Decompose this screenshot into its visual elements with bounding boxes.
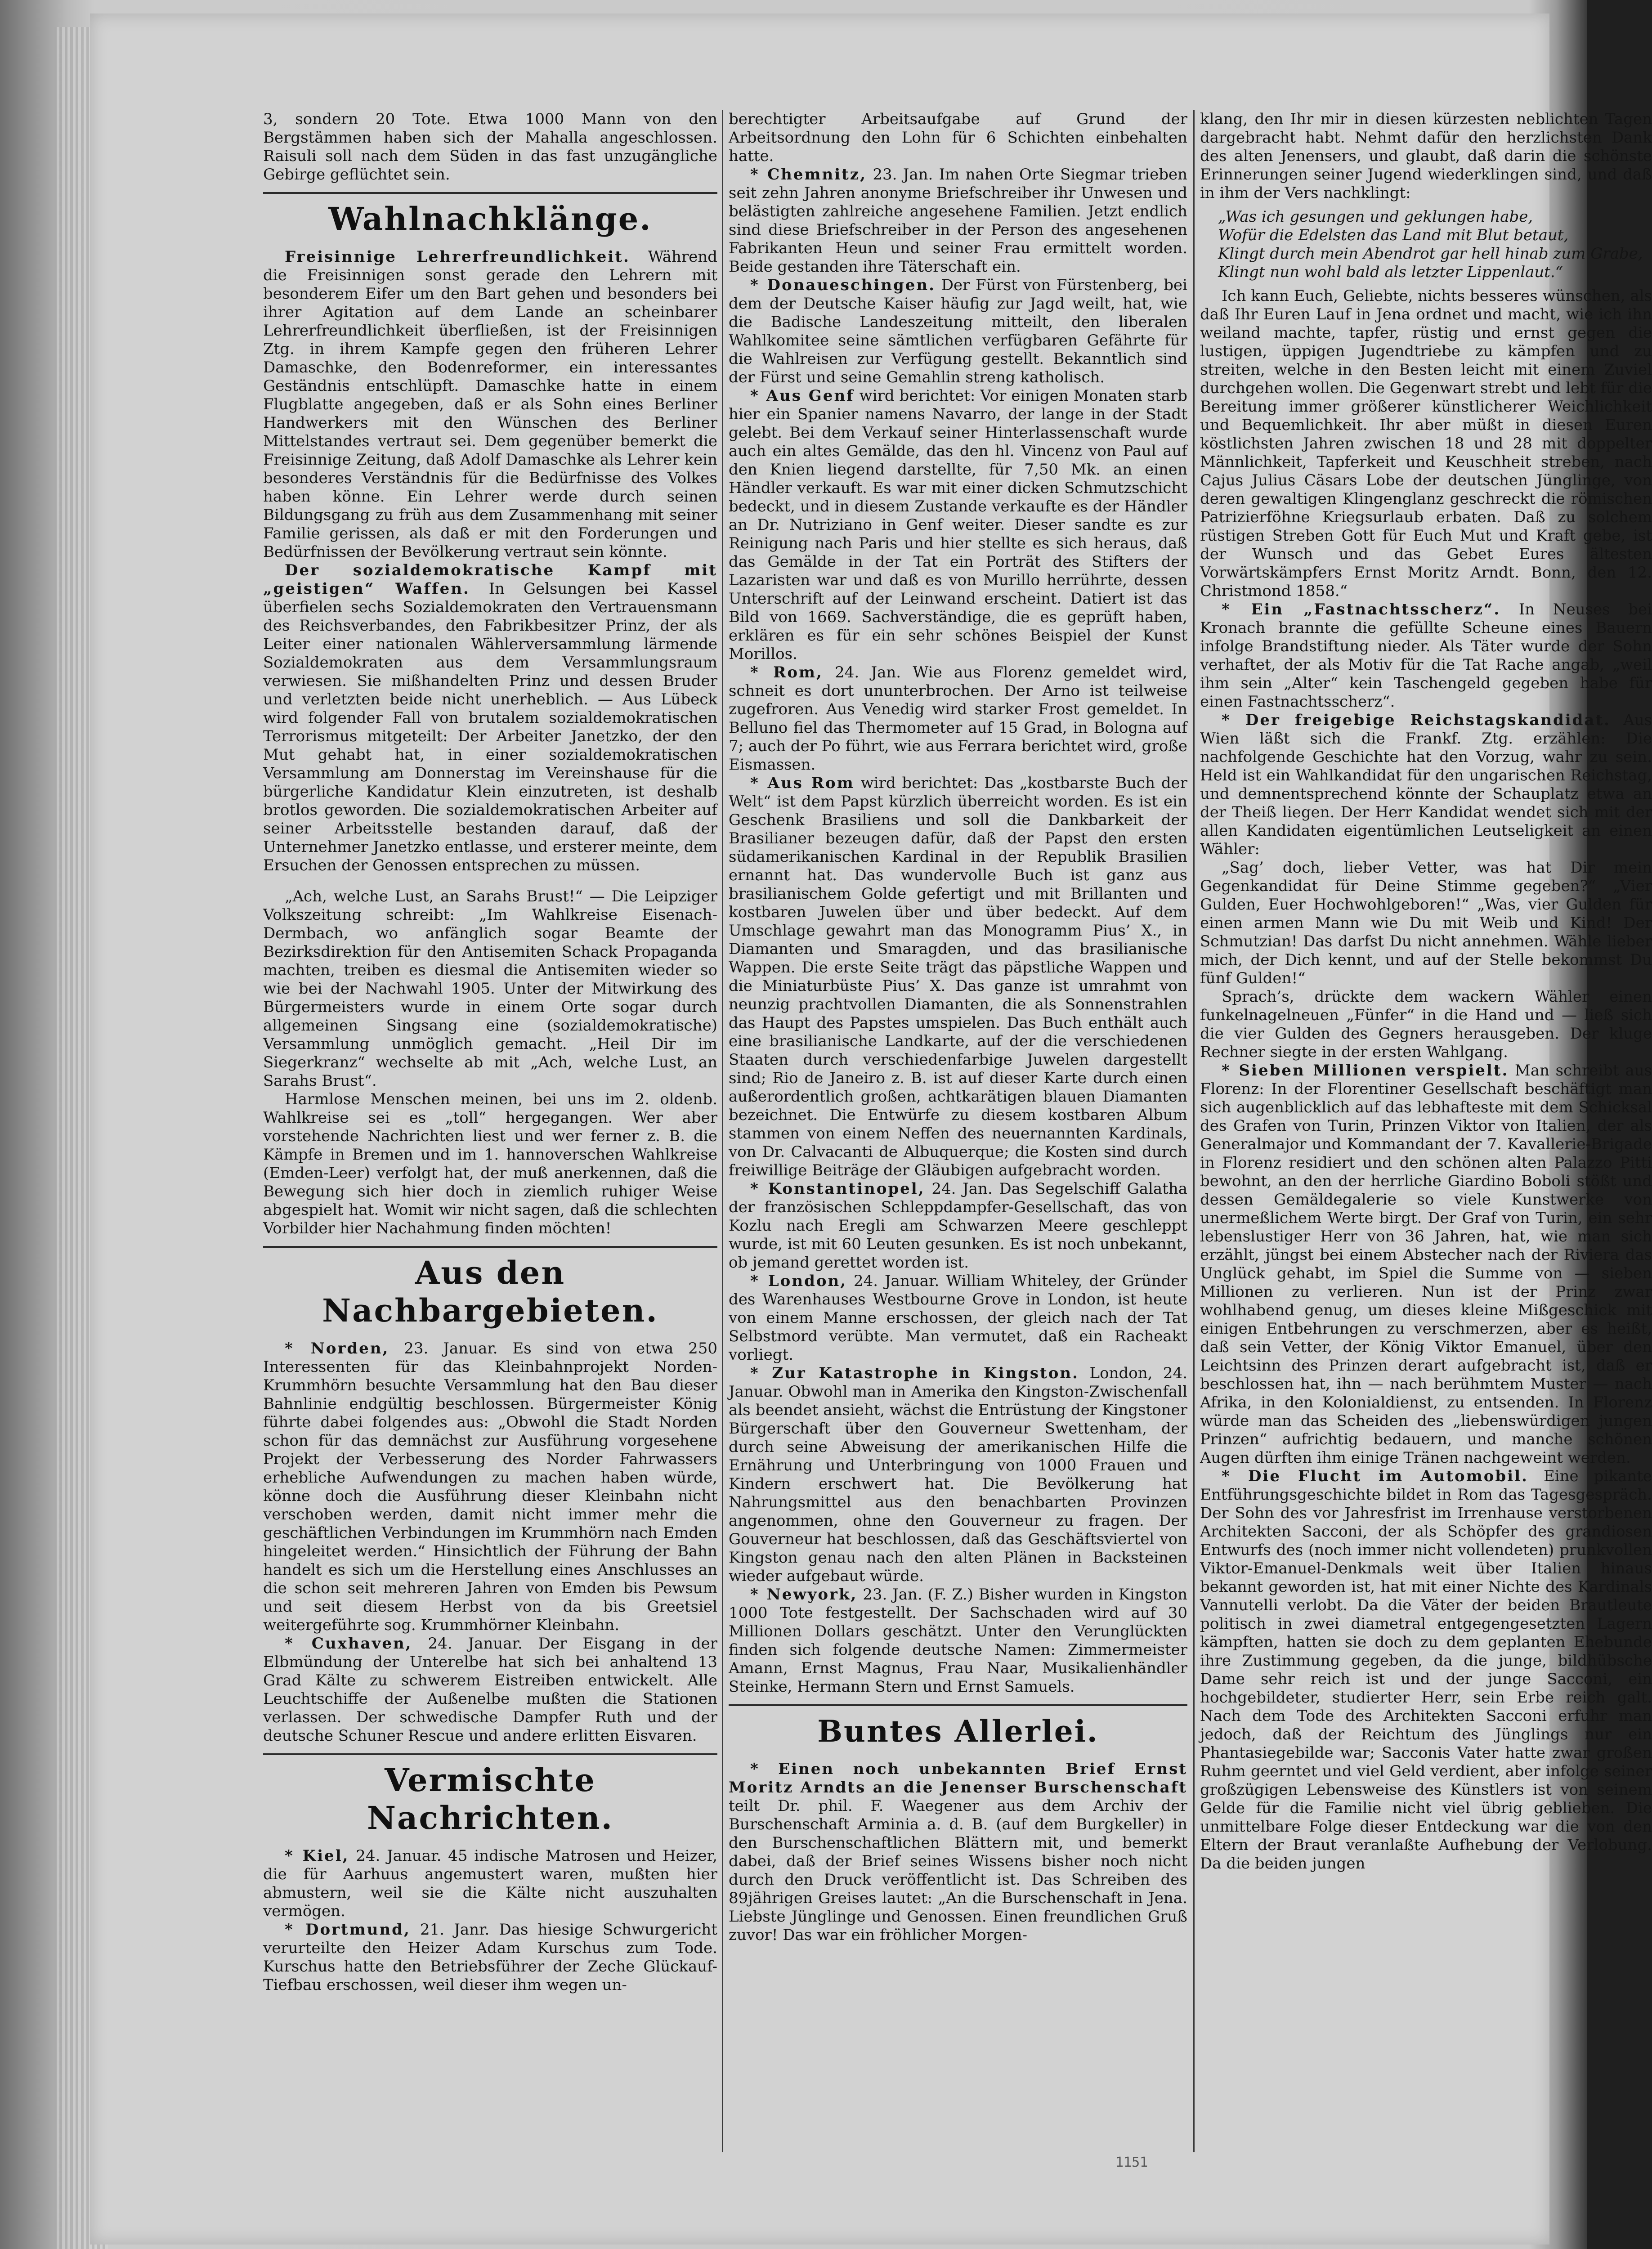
- article-body: Eine pikante Entführungsgeschichte bildet in Rom das Tagesgespräch. Der Sohn des vor Jahresfrist im Irrenhause verstorbenen Architekten Sacconi, der als Schöpfer des grandiosen Entwurfs des (noch immer nicht vollendeten) prunkvollen Viktor-Emanuel-Denkmals weit über Italien hinaus bekannt geworden ist, hat mit einer Nichte des Kardinals Vannutelli verlobt. Da die Väter der beiden Brautleute politisch in zwei diametral entgegengesetzten Lagern kämpften, hatten sie doch zu dem geplanten Ehebunde ihre Zustimmung gegeben, da die junge, bildhübsche Dame sehr reich ist und der junge Sacconi, ein hochgebildeter, studierter Herr, sein Erbe reich galt. Nach dem Tode des Architekten Sacconi erfuhr man jedoch, daß der Reichtum des Jünglings nur ein Phantasiegebilde war; Sacconis Vater hatte zwar großen Ruhm geerntet und viel Geld verdient, aber infolge seiner großzügigen Lebensweise des Künstlers ist von seinem Gelde für die Familie nicht viel übrig geblieben. Die unmittelbare Folge dieser Entdeckung war die von den Eltern der Braut veranlaßte Aufhebung der Verlobung. Da die beiden jungen: [1200, 1467, 1652, 1873]
- article-paragraph: [263, 248, 717, 561]
- article-title: * Der freigebige Reichstagskandidat.: [1222, 711, 1611, 729]
- article-paragraph: [729, 1180, 1187, 1272]
- section-rule: [263, 1246, 717, 1248]
- article-body: London, 24. Januar. Obwohl man in Amerika den Kingston-Zwischenfall als beendet ansieht, wächst die Entrüstung der Kingstoner Bürgerschaft über den Gouverneur Swettenham, der durch seine Abweisung der amerikanischen Hilfe die Ernährung und Unterbringung von 1000 Frauen und Kindern erschwert hat. Die Bevölkerung hat Nahrungsmittel aus den benachbarten Provinzen angenommen, ohne den Gouverneur zu fragen. Der Gouverneur hat beschlossen, daß das Geschäftsviertel von Kingston genau nach den alten Plänen in Backsteinen wieder aufgebaut würde.: [729, 1364, 1188, 1585]
- spacer: [263, 875, 717, 887]
- article-paragraph: [1200, 711, 1652, 859]
- article-title: Der sozialdemokratische Kampf mit „geistigen“ Waffen.: [263, 561, 717, 598]
- newspaper-page: [90, 13, 1652, 2245]
- article-paragraph: „Sag’ doch, lieber Vetter, was hat Dir mein Gegenkandidat für Deine Stimme gegeben?“ „Vier Gulden, Euer Hochwohlgeboren!“ „Was, vier Gulden für einen armen Mann wie Du mit Weib und Kind! Der Schmutzian! Das darfst Du nicht annehmen. Wähle lieber mich, der Dich kennt, und auf der Stelle bekommst Du fünf Gulden!“: [1200, 859, 1652, 987]
- article-paragraph: Sprach’s, drückte dem wackern Wähler einen funkelnagelneuen „Fünfer“ in die Hand und — ließ sich die vier Gulden des Gegners herausgeben. Der kluge Rechner siegte in der ersten Wahlgang.: [1200, 988, 1652, 1061]
- section-rule: [729, 1704, 1187, 1706]
- poem-line: Klingt nun wohl bald als letzter Lippenlaut.“: [1218, 263, 1563, 281]
- column-divider: [1193, 110, 1195, 2152]
- article-title: Freisinnige Lehrerfreundlichkeit.: [285, 248, 630, 266]
- article-body: 21. Janr. Das hiesige Schwurgericht verurteilte den Heizer Adam Kurschus zum Tode. Kurschus hatte den Betriebsführer der Zeche Glückauf-Tiefbau erschossen, weil dieser ihm wegen un-: [263, 1921, 717, 1994]
- article-body: 24. Jan. Das Segelschiff Galatha der französischen Schleppdampfer-Gesellschaft, das von Kozlu nach Eregli am Schwarzen Meere geschleppt wurde, ist mit 60 Leuten gesunken. Es ist noch unbekannt, ob jemand gerettet worden ist.: [729, 1180, 1187, 1272]
- article-body: 23. Januar. Es sind von etwa 250 Interessenten für das Kleinbahnprojekt Norden-Krummhörn besuchte Versammlung hat den Bau dieser Bahnlinie endgültig beschlossen. Bürgermeister König führte dabei folgendes aus: „Obwohl die Stadt Norden schon für das demnächst zur Ausführung vorgesehene Projekt der Verbesserung des Norder Fahrwassers erhebliche Aufwendungen zu machen haben würde, könne doch die Ausführung dieser Kleinbahn nicht verschoben werden, damit nicht immer mehr die geschäftlichen Verbindungen im Krummhörn nach Emden hingeleitet werden.“ Hinsichtlich der Führung der Bahn handelt es sich um die Herstellung eines Anschlusses an die schon seit mehreren Jahren von Emden bis Pewsum und seit diesem Herbst von da bis Greetsiel weitergeführte sog. Krummhörner Kleinbahn.: [263, 1340, 718, 1634]
- section-heading-vermischte-nachrichten: Vermischte Nachrichten.: [367, 1761, 613, 1837]
- article-continuation: 3, sondern 20 Tote. Etwa 1000 Mann von den Bergstämmen haben sich der Mahalla angeschlossen. Raisuli soll nach dem Süden in das fast unzugängliche Gebirge geflüchtet sein.: [263, 110, 717, 184]
- article-paragraph: Ich kann Euch, Geliebte, nichts besseres wünschen, als daß Ihr Euren Lauf in Jena ordnet und macht, wie ich ihn weiland machte, tapfer, rüstig und ernst gegen die lustigen, üppigen Jugendtriebe zu kämpfen und zu streiten, welche in den Besten leicht mit einem Zuviel durchgehen wollen. Die Gegenwart strebt und lebt für die Bereitung immer größerer künstlicherer Weichlichkeit und Bequemlichkeit. Ihr aber müßt in diesen Euren köstlichsten Jahren zwischen 18 und 28 mit doppelter Männlichkeit, Tapferkeit und Keuschheit streben, nach Cajus Julius Cäsars Lobe der deutschen Jünglinge, von deren gewaltigen Klingenglanz geschreckt die römischen Patrizierföhne Kriegsurlaub erbaten. Daß zu solchem rüstigen Streben Gott für Euch Mut und Kraft gebe, ist der Wunsch und das Gebet Eures ältesten Vorwärtskämpfers Ernst Moritz Arndt. Bonn, den 12. Christmond 1858.“: [1200, 287, 1652, 600]
- column-divider: [722, 110, 723, 2152]
- article-title: * Ein „Fastnachtsscherz“.: [1222, 600, 1501, 618]
- article-dateline: * Norden,: [285, 1340, 389, 1357]
- article-paragraph: Harmlose Menschen meinen, bei uns im 2. oldenb. Wahlkreise sei es „toll“ hergegangen. Wer aber vorstehende Nachrichten liest und wer ferner z. B. die Kämpfe in Bremen und im 1. hannoverschen Wahlkreise (Emden-Leer) verfolgt hat, der muß anerkennen, daß die Bewegung sich hier doch in ziemlich ruhiger Weise abgespielt hat. Womit wir nicht sagen, daß die schlechten Vorbilder hier Nachahmung finden möchten!: [263, 1090, 717, 1237]
- section-heading-nachbargebiete: Aus den Nachbargebieten.: [322, 1254, 658, 1329]
- article-dateline: * Chemnitz,: [750, 166, 867, 184]
- article-title: * Zur Katastrophe in Kingston.: [750, 1364, 1079, 1382]
- section-heading-buntes-allerlei: Buntes Allerlei.: [817, 1714, 1099, 1749]
- article-dateline: * Cuxhaven,: [285, 1635, 412, 1653]
- article-paragraph: [1200, 1467, 1652, 1873]
- article-paragraph: [263, 1340, 717, 1635]
- article-body: 24. Jan. Wie aus Florenz gemeldet wird, schneit es dort ununterbrochen. Der Arno ist teilweise zugefroren. Aus Venedig wird starker Frost gemeldet. In Belluno fiel das Thermometer auf 15 Grad, in Bologna auf 7; auch der Po führt, wie aus Ferrara berichtet wird, große Eismassen.: [729, 663, 1187, 774]
- article-title: * Einen noch unbekannten Brief Ernst Moritz Arndts an die Jenenser Burschenschaft: [729, 1760, 1187, 1797]
- article-body: Man schreibt aus Florenz: In der Florentiner Gesellschaft beschäftigt man sich augenblicklich auf das lebhafteste mit dem Schicksal des Grafen von Turin, Prinzen Viktor von Italien, der als Generalmajor und Kommandant der 7. Kavallerie-Brigade in Florenz residiert und den schönen alten Palazzo Pitti bewohnt, an den der herrliche Giardino Boboli stößt und dessen Gemäldegalerie so viele Kunstwerke von unermeßlichem Werte birgt. Der Graf von Turin, ein sehr lebenslustiger Herr von 36 Jahren, hat, wie man sich erzählt, jüngst bei einem Abstecher nach der Riviera das Unglück gehabt, im Spiel die Summe von — sieben Millionen zu verlieren. Nun ist der Prinz zwar wohlhabend genug, um dieses kleine Mißgeschick mit einigen Entbehrungen zu verschmerzen, aber es heißt, daß sein Vetter, der König Viktor Emanuel, über den Leichtsinn des Prinzen derart aufgebracht ist, daß er beschlossen hat, ihn — nach berühmtem Muster — nach Afrika, in den Kolonialdienst, zu entsenden. In Florenz würde man das Scheiden des „liebenswürdigen jungen Prinzen“ aufrichtig bedauern, und manche schönen Augen dürften ihm einige Tränen nachgeweint werden.: [1200, 1062, 1652, 1467]
- article-dateline: * Aus Rom: [750, 774, 855, 792]
- article-dateline: * Aus Genf: [750, 387, 855, 405]
- article-paragraph: [1200, 600, 1652, 711]
- article-body: In Neuses bei Kronach brannte die gefüllte Scheune eines Bauern infolge Brandstiftung nieder. Als Täter wurde der Sohn verhaftet, der als Motiv für die Tat Rache angab, „weil ihm sein „Alter“ kein Taschengeld gegeben habe für einen Fastnachtsscherz“.: [1200, 600, 1652, 711]
- column-middle: [729, 110, 1187, 2157]
- article-body: Der Fürst von Fürstenberg, bei dem der Deutsche Kaiser häufig zur Jagd weilt, hat, wie die Badische Landeszeitung mitteilt, den liberalen Wahlkomitee seine sämtlichen verfügbaren Gefährte für die Wahlreisen zur Verfügung gestellt. Bekanntlich sind der Fürst und seine Gemahlin streng katholisch.: [729, 276, 1188, 386]
- article-continuation: klang, den Ihr mir in diesen kürzesten neblichten Tagen dargebracht habt. Nehmt dafür den herzlichsten Dank des alten Jenensers, und glaubt, daß darin die schönste Erinnerungen seiner Jugend wiederklingen sind, und daß in ihm der Vers nachklingt:: [1200, 110, 1652, 202]
- article-paragraph: [729, 1586, 1187, 1696]
- poem-quote: [1200, 208, 1652, 282]
- poem-line: Wofür die Edelsten das Land mit Blut betaut,: [1218, 226, 1569, 244]
- article-dateline: * London,: [750, 1272, 847, 1290]
- article-dateline: * Kiel,: [285, 1847, 349, 1865]
- article-body: Während die Freisinnigen sonst gerade den Lehrern mit besonderem Eifer um den Bart gehen und besonders bei ihrer Agitation auf dem Lande an scheinbarer Lehrerfreundlichkeit überfließen, ist der Freisinnigen Ztg. in ihrem Kampfe gegen den früheren Lehrer Damaschke, den Bodenreformer, ein interessantes Geständnis entschlüpft. Damaschke hatte in einem Flugblatte angegeben, daß er als Sohn eines Berliner Handwerkers mit den Wünschen des Berliner Mittelstandes vertraut sei. Dem gegenüber bemerkt die Freisinnige Zeitung, daß Adolf Damaschke als Lehrer kein besonderes Verständnis für die Bedürfnisse des Volkes haben könne. Ein Lehrer werde durch seinen Bildungsgang zu früh aus dem Zusammenhang mit seiner Familie gerissen, als daß er mit den Forderungen und Bedürfnissen der Bevölkerung vertraut sein könnte.: [263, 248, 717, 561]
- article-body: In Gelsungen bei Kassel überfielen sechs Sozialdemokraten den Vertrauensmann des Reichsverbandes, den Fabrikbesitzer Prinz, der als Leiter einer nationalen Wählerversammlung lärmende Sozialdemokraten aus dem Versammlungsraum verwiesen. Sie mißhandelten Prinz und dessen Bruder und verletzten beide nicht unerheblich. — Aus Lübeck wird folgender Fall von brutalem sozialdemokratischen Terrorismus mitgeteilt: Der Arbeiter Janetzko, der den Mut gehabt hat, in einer sozialdemokratischen Versammlung am Donnerstag im Vereinshause für die bürgerliche Kandidatur Klein einzutreten, ist deshalb brotlos geworden. Die sozialdemokratischen Arbeiter auf seiner Arbeitsstelle bestanden darauf, daß der Unternehmer Janetzko entlasse, und ersterer meinte, dem Ersuchen der Genossen entsprechen zu müssen.: [263, 580, 717, 874]
- article-body: 23. Jan. (F. Z.) Bisher wurden in Kingston 1000 Tote festgestellt. Der Sachschaden wird auf 30 Millionen Dollars geschätzt. Unter den Verunglückten finden sich folgende deutsche Namen: Zimmermeister Amann, Ernst Magnus, Frau Naar, Musikalienhändler Steinke, Hermann Stern und Ernst Samuels.: [729, 1586, 1187, 1696]
- article-paragraph: [263, 561, 717, 875]
- article-paragraph: [729, 387, 1187, 663]
- article-body: wird berichtet: Das „kostbarste Buch der Welt“ ist dem Papst kürzlich überreicht worden. Es ist ein Geschenk Brasiliens und soll die Dankbarkeit der Brasilianer bezeugen dafür, daß der Papst den ersten südamerikanischen Kardinal in der Republik Brasilien ernannt hat. Das wundervolle Buch ist ganz aus brasilianischem Golde gefertigt und mit Brillanten und kostbaren Juwelen über und über bedeckt. Auf dem Umschlage gewahrt man das Monogramm Pius’ X., in Diamanten und Smaragden, und das brasilianische Wappen. Die erste Seite trägt das päpstliche Wappen und die Miniaturbüste Pius’ X. Das ganze ist umrahmt von neunzig prachtvollen Diamanten, die als Sonnenstrahlen das Haupt des Papstes umspielen. Das Buch enthält auch eine brasilianische Landkarte, auf der die verschiedenen Staaten durch verschiedenfarbige Juwelen dargestellt sind; Rio de Janeiro z. B. ist auf dieser Karte durch einen außerordentlich großen, achtkarätigen blauen Diamanten bezeichnet. Die Entwürfe zu diesem kostbaren Album stammen von einem Neffen des neuernannten Kardinals, von Dr. Calvacanti de Albuquerque; die Kosten sind durch freiwillige Beiträge der Gläubigen aufgebracht worden.: [729, 774, 1188, 1179]
- article-title: * Sieben Millionen verspielt.: [1222, 1062, 1509, 1080]
- article-paragraph: [729, 166, 1187, 276]
- article-paragraph: [729, 1364, 1187, 1586]
- article-dateline: * Newyork,: [750, 1586, 858, 1604]
- article-paragraph: [263, 1921, 717, 1994]
- page-footer-mark: 1151: [1115, 2155, 1148, 2170]
- article-body: 24. Januar. 45 indische Matrosen und Heizer, die für Aarhuus angemustert waren, mußten hier abmustern, weil sie die Kälte nicht auszuhalten vermögen.: [263, 1847, 718, 1920]
- article-paragraph: [729, 1760, 1187, 1944]
- article-continuation: berechtigter Arbeitsaufgabe auf Grund der Arbeitsordnung den Lohn für 6 Schichten einbehalten hatte.: [729, 110, 1187, 165]
- article-body: teilt Dr. phil. F. Waegener aus dem Archiv der Burschenschaft Arminia a. d. B. (auf dem Burgkeller) in den Burschenschaftlichen Blättern mit, und bemerkt dabei, daß der Brief seines Wissens bisher noch nicht durch den Druck veröffentlicht ist. Das Schreiben des 89jährigen Greises lautet: „An die Burschenschaft in Jena. Liebste Jünglinge und Genossen. Einen freundlichen Gruß zuvor! Das war ein fröhlicher Morgen-: [729, 1797, 1187, 1944]
- article-paragraph: [1200, 1062, 1652, 1467]
- section-rule: [263, 192, 717, 194]
- article-body: wird berichtet: Vor einigen Monaten starb hier ein Spanier namens Navarro, der lange in der Stadt gelebt. Bei dem Verkauf seiner Hinterlassenschaft wurde auch ein altes Gemälde, das den hl. Vincenz von Paul auf den Knien liegend darstellte, für 7,50 Mk. an einen Händler verkauft. Es war mit einer dicken Schmutzschicht bedeckt, und in diesem Zustande verkaufte es der Händler an Dr. Nutriziano in Genf weiter. Dieser sandte es zur Reinigung nach Paris und hier stellte es sich heraus, daß das Gemälde in der Tat ein Porträt des Stifters der Lazaristen war und daß es von Murillo herrührte, dessen Unterschrift auf der Leinwand erscheint. Datiert ist das Bild von 1669. Sachverständige, die es geprüft haben, erklären es für ein sehr schönes Beispiel der Kunst Morillos.: [729, 387, 1187, 663]
- article-paragraph: „Ach, welche Lust, an Sarahs Brust!“ — Die Leipziger Volkszeitung schreibt: „Im Wahlkreise Eisenach-Dermbach, wo anfänglich sogar Beamte der Bezirksdirektion für den Antisemiten Schack Propaganda machten, treiben es diesmal die Antisemiten wieder so wie bei der Nachwahl 1905. Unter der Mitwirkung des Bürgermeisters wurde in einem Orte sogar durch allgemeinen Singsang eine (sozialdemokratische) Versammlung unmöglich gemacht. „Heil Dir im Siegerkranz“ wechselte ab mit „Ach, welche Lust, an Sarahs Brust“.: [263, 887, 717, 1090]
- article-body: 24. Januar. William Whiteley, der Gründer des Warenhauses Westbourne Grove in London, ist heute von einem Manne erschossen, der gleich nach der Tat Selbstmord verübte. Man vermutet, daß ein Racheakt vorliegt.: [729, 1272, 1187, 1364]
- article-dateline: * Konstantinopel,: [750, 1180, 925, 1198]
- article-dateline: * Rom,: [750, 663, 823, 681]
- article-body: 24. Januar. Der Eisgang in der Elbmündung der Unterelbe hat sich bei anhaltend 13 Grad Kälte zu schwerem Eistreiben entwickelt. Alle Leuchtschiffe der Außenelbe mußten die Stationen verlassen. Der schwedische Dampfer Ruth und der deutsche Schuner Rescue und andere erlitten Eisvaren.: [263, 1635, 717, 1745]
- section-rule: [263, 1753, 717, 1755]
- article-body: 23. Jan. Im nahen Orte Siegmar trieben seit zehn Jahren anonyme Briefschreiber ihr Unwesen und belästigten zahlreiche angesehene Familien. Jetzt endlich sind diese Briefschreiber in der Person des angesehenen Fabrikanten Heun und seiner Frau ermittelt worden. Beide gestanden ihre Täterschaft ein.: [729, 166, 1187, 276]
- article-title: * Die Flucht im Automobil.: [1222, 1467, 1528, 1485]
- article-paragraph: [263, 1847, 717, 1921]
- section-heading-wahlnachklaenge: Wahlnachklänge.: [328, 200, 652, 237]
- article-dateline: * Dortmund,: [285, 1921, 411, 1939]
- article-paragraph: [263, 1635, 717, 1745]
- article-paragraph: [729, 276, 1187, 387]
- column-right: [1200, 110, 1652, 2157]
- article-paragraph: [729, 663, 1187, 774]
- poem-line: „Was ich gesungen und geklungen habe,: [1218, 208, 1533, 226]
- article-paragraph: [729, 1272, 1187, 1364]
- column-left: [263, 110, 717, 2157]
- article-dateline: * Donaueschingen.: [750, 276, 936, 294]
- article-paragraph: [729, 774, 1187, 1180]
- article-body: Aus Wien läßt sich die Frankf. Ztg. erzählen: Die nachfolgende Geschichte hat den Vorzug, wahr zu sein. Held ist ein Wahlkandidat für den ungarischen Reichstag, und demnentsprechend könnte der Schauplatz etwa an der Theiß liegen. Der Herr Kandidat wendet sich mit der allen Kandidaten eigentümlichen Leutseligkeit an einen Wähler:: [1200, 711, 1652, 858]
- poem-line: Klingt durch mein Abendrot gar hell hinab zum Grabe,: [1218, 245, 1643, 263]
